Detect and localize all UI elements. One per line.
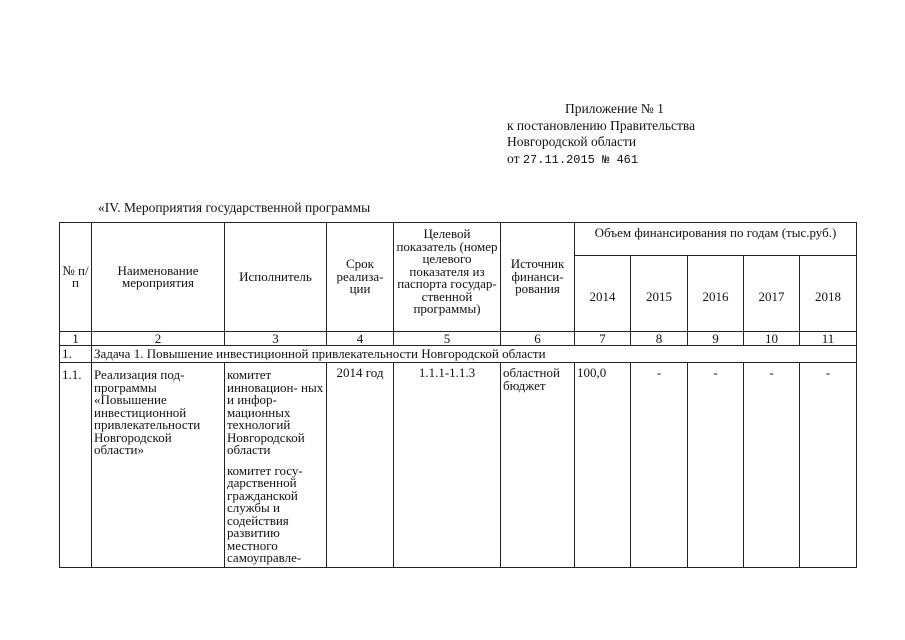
program-activities-table: [59, 222, 857, 568]
section-title: «IV. Мероприятия государственной программы: [98, 200, 371, 215]
header-term: Срок реализа- ции: [327, 223, 394, 332]
column-number: 1: [60, 332, 92, 346]
column-number-row: [60, 332, 857, 346]
header-year-2016: 2016: [688, 256, 744, 332]
activity-num: 1.1.: [60, 363, 92, 568]
activity-name: Реализация под- программы «Повышение инвестиционной привлекательности Новгородской области»: [92, 363, 225, 568]
column-number: 5: [394, 332, 501, 346]
value-2018: -: [800, 363, 857, 568]
task-row: [60, 346, 857, 363]
column-number: 4: [327, 332, 394, 346]
activity-row: [60, 363, 857, 568]
header-year-2017: 2017: [744, 256, 800, 332]
column-number: 8: [631, 332, 688, 346]
column-number: 11: [800, 332, 857, 346]
appendix-title: Приложение № 1: [565, 101, 664, 116]
header-year-2014: 2014: [575, 256, 631, 332]
value-2015: -: [631, 363, 688, 568]
executor-1: комитет инновацион- ных и инфор- мационных технологий Новгородской области: [227, 367, 324, 457]
appendix-date-number: 27.11.2015 № 461: [522, 152, 639, 167]
header-funding: Объем финансирования по годам (тыс.руб.): [575, 223, 857, 256]
header-year-2015: 2015: [631, 256, 688, 332]
header-name: Наименование мероприятия: [92, 223, 225, 332]
header-year-2018: 2018: [800, 256, 857, 332]
header-executor: Исполнитель: [225, 223, 327, 332]
column-number: 9: [688, 332, 744, 346]
column-number: 6: [501, 332, 575, 346]
value-2017: -: [744, 363, 800, 568]
header-num: № п/п: [60, 223, 92, 332]
activity-indicator: 1.1.1-1.1.3: [394, 363, 501, 568]
executor-2: комитет госу- дарственной гражданской службы и содействия развитию местного самоуправле-: [227, 462, 303, 565]
header-indicator: Целевой показатель (номер целевого показателя из паспорта государ- ственной программы): [394, 223, 501, 332]
activity-executors: [225, 363, 327, 568]
appendix-date-line: [507, 151, 807, 169]
value-2016: -: [688, 363, 744, 568]
activity-source: областной бюджет: [501, 363, 575, 568]
column-number: 3: [225, 332, 327, 346]
activity-term: 2014 год: [327, 363, 394, 568]
column-number: 2: [92, 332, 225, 346]
task-text: Задача 1. Повышение инвестиционной привлекательности Новгородской области: [92, 346, 857, 363]
header-row-1: [60, 223, 857, 256]
column-number: 10: [744, 332, 800, 346]
appendix-region: Новгородской области: [507, 134, 637, 149]
column-number: 7: [575, 332, 631, 346]
appendix-block: [507, 101, 807, 168]
header-source: Источник финанси- рования: [501, 223, 575, 332]
value-2014: 100,0: [575, 363, 631, 568]
appendix-date-prefix: от: [507, 150, 520, 166]
appendix-decree: к постановлению Правительства: [507, 117, 696, 133]
task-num: 1.: [60, 346, 92, 363]
